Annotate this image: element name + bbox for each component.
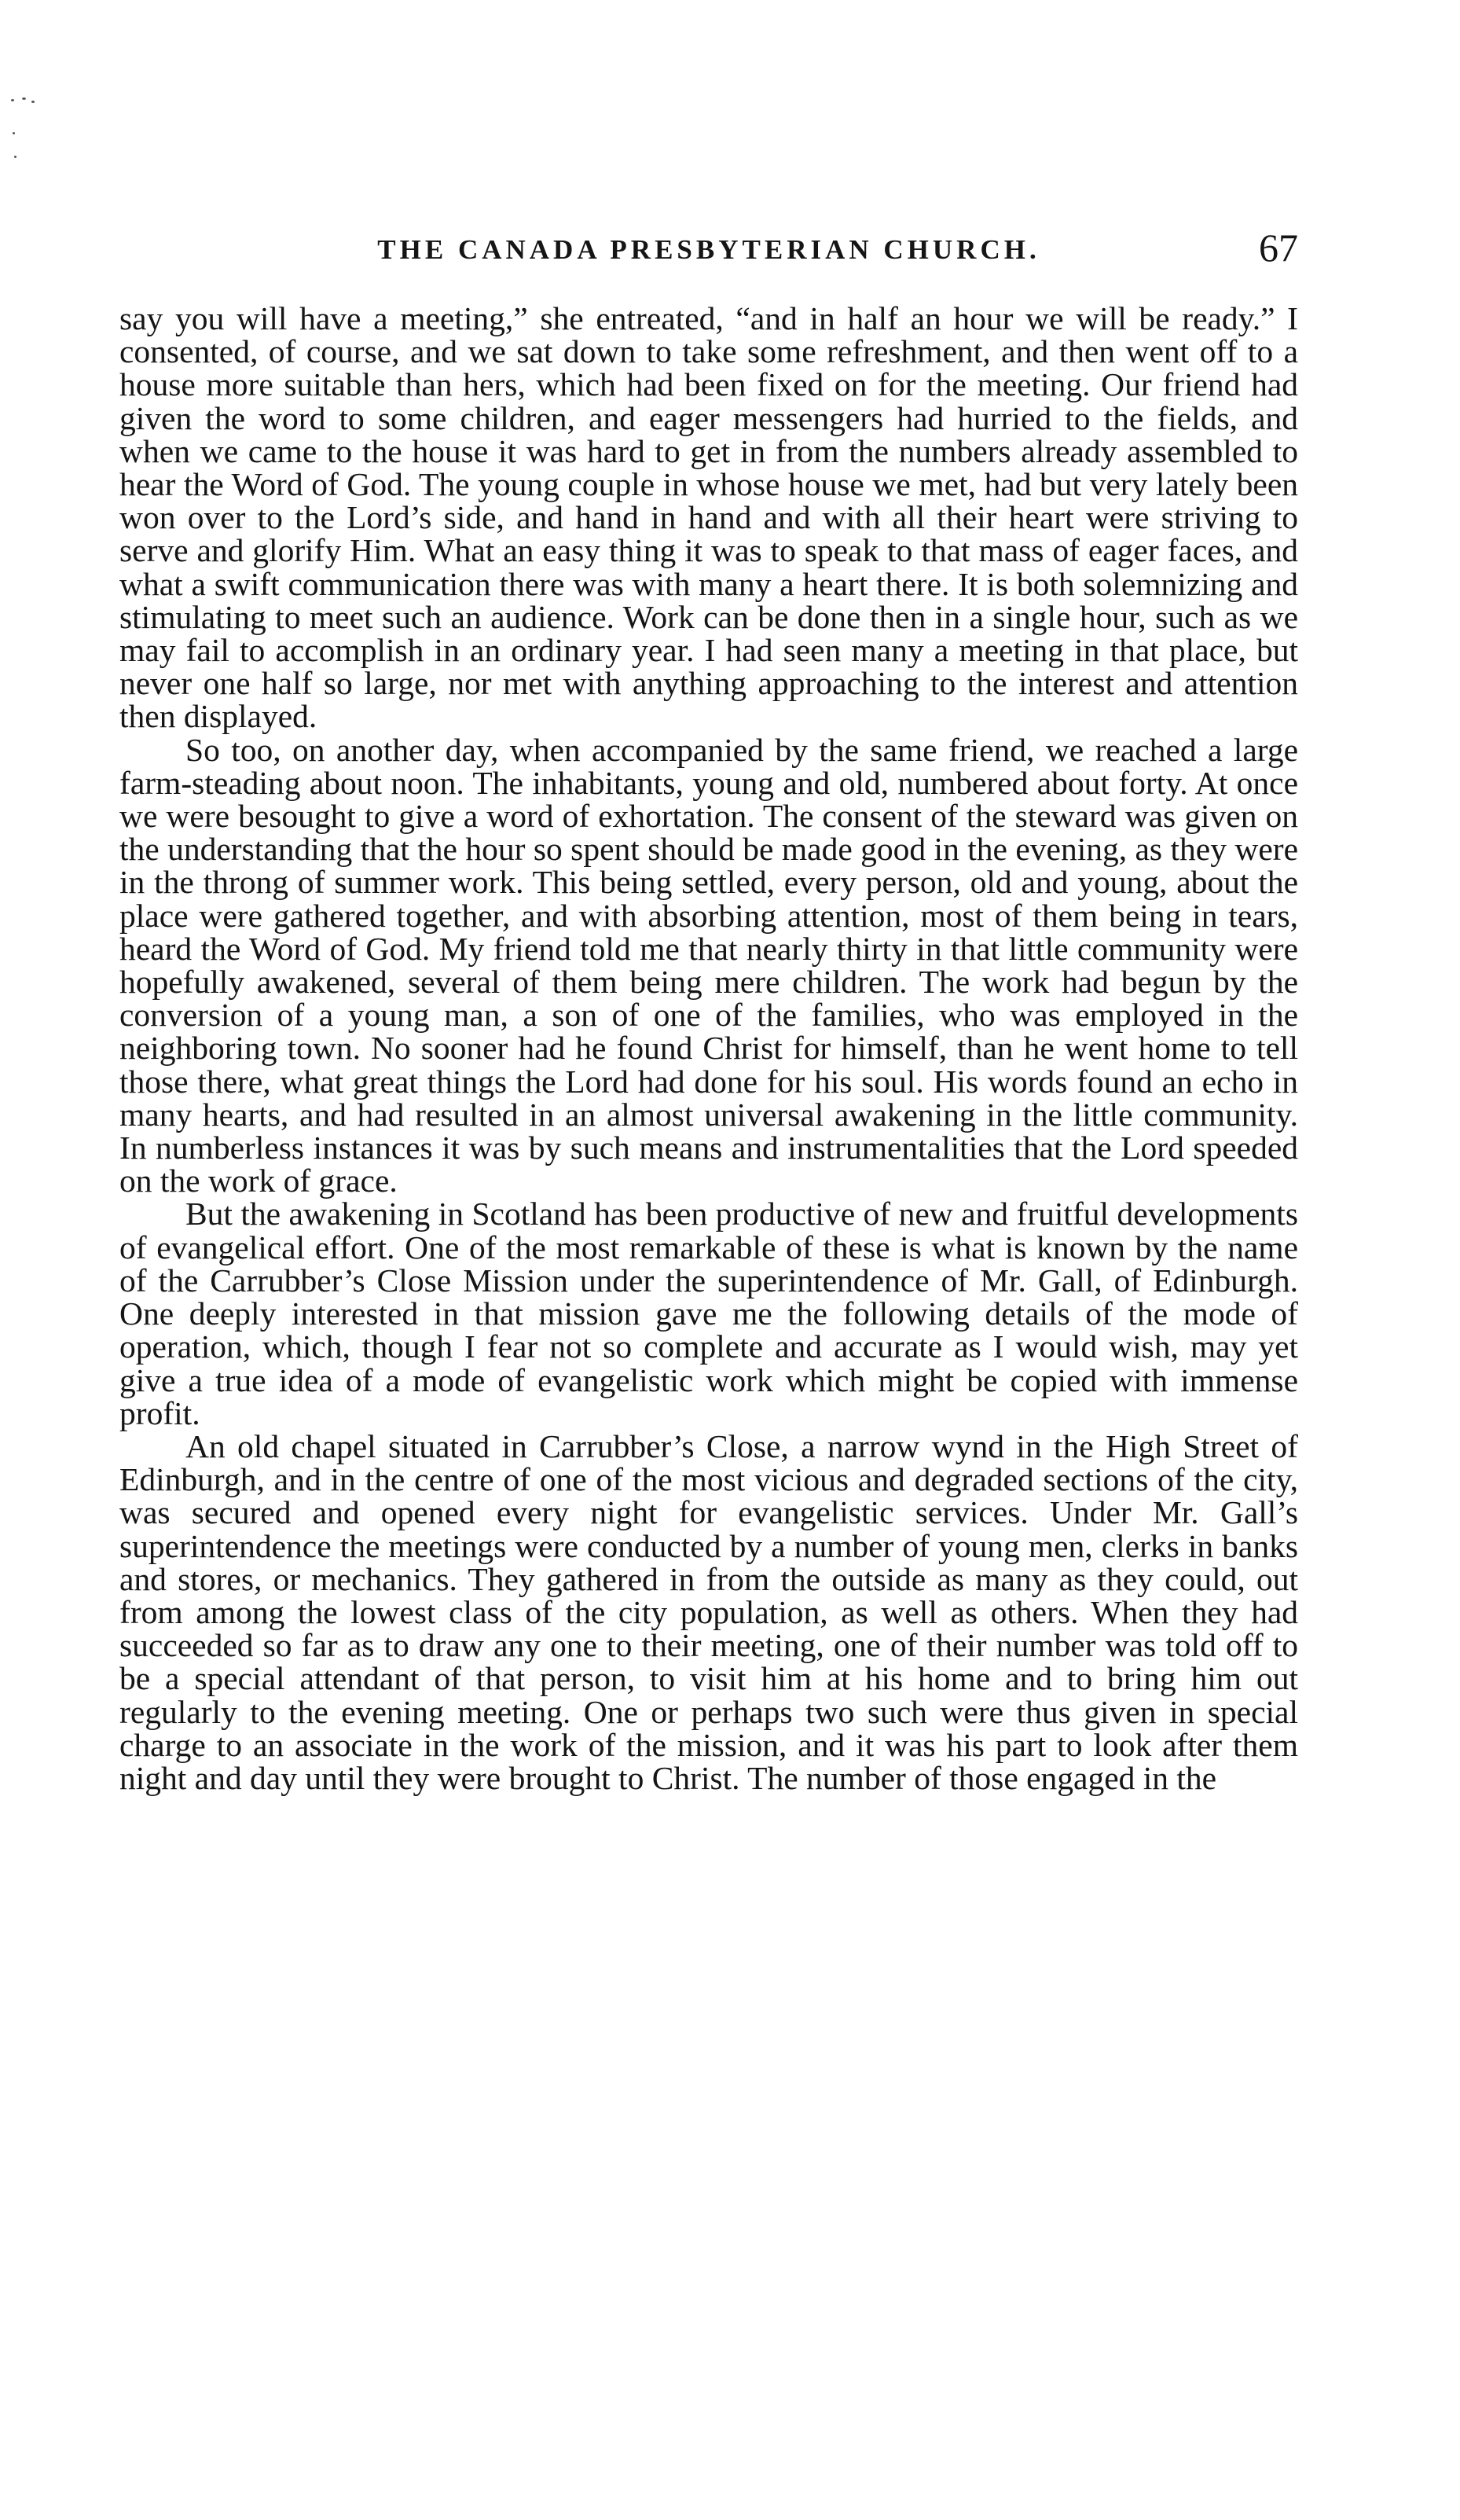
page-number: 67 [1259,226,1298,270]
body-text [119,302,1298,1794]
running-head [119,228,1298,275]
book-page [119,228,1298,1794]
running-title: THE CANADA PRESBYTERIAN CHURCH. [377,234,1040,265]
paragraph-2: So too, on another day, when accompanied by the same friend, we reached a large farm-steading about noon. The inhabitants, young and old, numbered about forty. At once we were besought to give a word of exhortation. The consent of the steward was given on the understanding that the hour so spent should be made good in the evening, as they were in the throng of summer work. This being settled, every person, old and young, about the place were gathered together, and with absorbing attention, most of them being in tears, heard the Word of God. My friend told me that nearly thirty in that little community were hopefully awakened, several of them being mere children. The work had begun by the conversion of a young man, a son of one of the families, who was employed in the neighboring town. No sooner had he found Christ for himself, than he went home to tell those there, what great things the Lord had done for his soul. His words found an echo in many hearts, and had resulted in an almost universal awakening in the little community. In numberless instances it was by such means and instrumentalities that the Lord speeded on the work of grace. [119,731,1298,1199]
paragraph-3: But the awakening in Scotland has been productive of new and fruitful developments of evangelical effort. One of the most remarkable of these is what is known by the name of the Carrubber’s Close Mission under the superintendence of Mr. Gall, of Edinburgh. One deeply interested in that mission gave me the following details of the mode of operation, which, though I fear not so complete and accurate as I would wish, may yet give a true idea of a mode of evangelistic work which might be copied with immense profit. [119,1196,1298,1431]
paragraph-4: An old chapel situated in Carrubber’s Close, a narrow wynd in the High Street of Edinburgh, and in the centre of one of the most vicious and degraded sections of the city, was secured and opened every night for evangelistic services. Under Mr. Gall’s superintendence the meetings were conducted by a number of young men, clerks in banks and stores, or mechanics. They gathered in from the outside as many as they could, out from among the lowest class of the city population, as well as others. When they had succeeded so far as to draw any one to their meeting, one of their number was told off to be a special attendant of that person, to visit him at his home and to bring him out regularly to the evening meeting. One or perhaps two such were thus given in special charge to an associate in the work of the mission, and it was his part to look after them night and day until they were brought to Christ. The number of those engaged in the [119,1427,1298,1796]
margin-specks [8,94,39,181]
paragraph-1: say you will have a meeting,” she entreated, “and in half an hour we will be ready.” I consented, of course, and we sat down to take some refreshment, and then went off to a house more suitable than hers, which had been fixed on for the meeting. Our friend had given the word to some children, and eager messengers had hurried to the fields, and when we came to the house it was hard to get in from the numbers already assembled to hear the Word of God. The young couple in whose house we met, had but very lately been won over to the Lord’s side, and hand in hand and with all their heart were striving to serve and glorify Him. What an easy thing it was to speak to that mass of eager faces, and what a swift communication there was with many a heart there. It is both solemnizing and stimulating to meet such an audience. Work can be done then in a single hour, such as we may fail to accomplish in an ordinary year. I had seen many a meeting in that place, but never one half so large, nor met with anything approaching to the interest and attention then displayed. [119,300,1298,735]
